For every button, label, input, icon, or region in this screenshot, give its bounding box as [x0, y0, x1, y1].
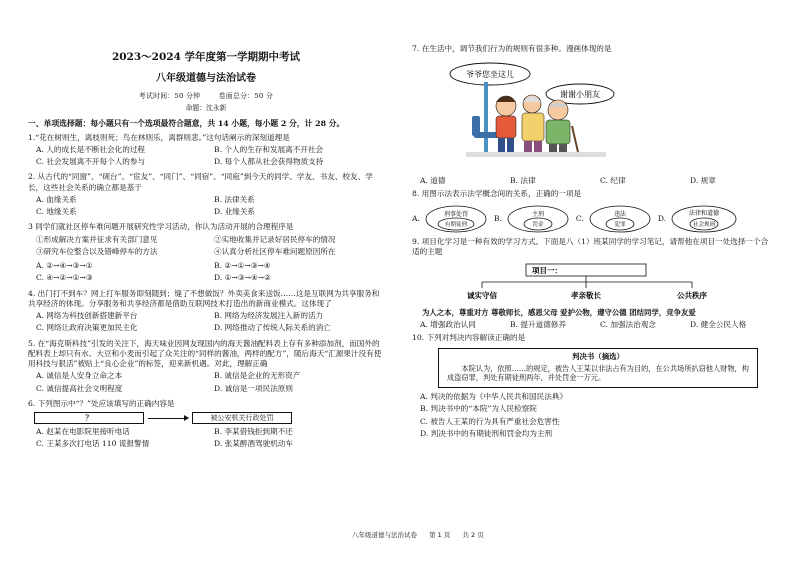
option[interactable]: A. 判决的依据为《中华人民共和国民法典》: [420, 392, 567, 402]
option[interactable]: C. 加强法治观念: [600, 320, 656, 330]
question-7-options: [412, 176, 772, 186]
page-footer: [352, 531, 494, 540]
option[interactable]: A. 道德: [420, 175, 446, 185]
outer-label: 主刑: [531, 211, 544, 218]
footer-name: 八年级道德与法治试卷: [352, 531, 417, 539]
option[interactable]: C. 纪律: [600, 175, 626, 185]
bubble-right-text: 谢谢小朋友: [560, 90, 600, 100]
option[interactable]: D. ①→③→④→②: [214, 273, 271, 283]
question-10: 10. 下列对判决内容解读正确的是: [412, 333, 526, 343]
result-box: 被公安机关行政处罚: [192, 412, 292, 424]
question-5-options: [28, 371, 384, 396]
judgment-box: [438, 348, 758, 388]
question-6-options: [28, 427, 384, 452]
judgment-body: 本院认为，依照……的规定，被告人王某以非法占有为目的，在公共场所扒窃他人财物，构成盗窃罪，判处有期徒刑两年，并处罚金一万元。: [447, 363, 749, 383]
option[interactable]: A. 网络为科技创新搭建新平台: [36, 311, 138, 321]
option[interactable]: D. 诚信是一项民法原则: [214, 383, 293, 393]
arrow-right-icon: [148, 418, 188, 419]
diagram-option-b[interactable]: [494, 204, 570, 234]
option-letter: A.: [412, 213, 420, 223]
unknown-box: ？: [34, 412, 144, 424]
option[interactable]: B. 诚信是企业的无形资产: [214, 371, 301, 381]
option[interactable]: B. 提升道德修养: [510, 320, 566, 330]
question-9: 9. 项目化学习是一种有效的学习方式。下面是八（1）班某同学的学习笔记，请帮他在项目一处选择一个合适的主题: [412, 237, 769, 257]
cartoon-svg: [446, 60, 616, 170]
option[interactable]: A. 人的成长是不断社会化的过程: [36, 144, 146, 154]
outer-label: 违法: [613, 211, 626, 218]
left-column: [28, 0, 384, 561]
outer-label: 刑事处罚: [443, 211, 468, 218]
option-letter: D.: [657, 213, 667, 223]
option[interactable]: D. 每个人都从社会获得物质支持: [214, 157, 324, 167]
question-6: 6. 下列图示中“？”处应该填写的正确内容是: [28, 398, 175, 408]
tree-branch: 孝亲敬长: [571, 290, 601, 300]
question-3: 3 同学们就社区停车难问题开展研究性学习活动，你认为活动开展的合理程序是: [28, 222, 294, 232]
question-7: 7. 在生活中，调节我们行为的规则有很多种。漫画体现的是: [412, 44, 612, 53]
option[interactable]: D. 张某醉酒驾驶机动车: [214, 439, 293, 449]
inner-label: 罚金: [532, 222, 544, 228]
option[interactable]: D. 网络推动了传统人际关系的消亡: [214, 323, 331, 333]
diagram-option-c[interactable]: [576, 204, 652, 234]
option[interactable]: B. 李某借钱拒到期不还: [214, 427, 293, 437]
project-tree: [422, 262, 772, 319]
tree-leaves: 为人之本，尊重对方 尊敬师长，感恩父母 爱护公物，遵守公德 团结同学，竞争友爱: [422, 307, 696, 317]
footer-total: 共 2 页: [462, 531, 484, 539]
option[interactable]: C. 诚信提高社会文明程度: [36, 383, 123, 393]
bubble-left-text: 爷爷您坐这儿: [466, 70, 514, 80]
option[interactable]: B. ②→①→③→④: [214, 261, 271, 271]
footer-page: 第 1 页: [429, 531, 451, 539]
option[interactable]: C. ④→②→①→③: [36, 273, 93, 283]
option[interactable]: C. 地缘关系: [36, 207, 77, 217]
exam-subtitle: 八年级道德与法治试卷: [156, 73, 256, 85]
statement-item: ②实地收集并记录好居民停车的情况: [214, 234, 336, 244]
exam-score: 卷面总分：50 分: [218, 91, 274, 100]
concept-diagram: [502, 204, 570, 234]
option-letter: C.: [575, 213, 584, 223]
option[interactable]: D. 判决书中的有期徒刑和罚金均为主刑: [420, 428, 553, 438]
option-letter: B.: [493, 213, 502, 223]
diagram-option-d[interactable]: [658, 204, 738, 234]
question-8: 8. 用图示法表示法学概念间的关系，正确的一项是: [412, 188, 582, 198]
option[interactable]: C. 被告人王某的行为具有严重社会危害性: [420, 416, 560, 426]
judgment-title: 判决书（摘选）: [572, 351, 624, 361]
tree-diagram: [422, 262, 752, 302]
question-4-options: [28, 311, 384, 336]
inner-label: 犯罪: [614, 222, 626, 228]
tree-root: 项目一：: [532, 265, 562, 275]
option[interactable]: B. 法律关系: [214, 194, 255, 204]
exam-meta: [28, 92, 384, 101]
option[interactable]: D. 健全公民人格: [690, 320, 747, 330]
concept-diagram: [666, 204, 738, 234]
option[interactable]: A. 诚信是人安身立命之本: [36, 371, 123, 381]
option[interactable]: A. 血缘关系: [36, 194, 77, 204]
option[interactable]: A. ②→④→③→①: [36, 261, 93, 271]
option[interactable]: B. 网络为经济发展注入新的活力: [214, 311, 324, 321]
tree-branch: 公共秩序: [677, 290, 707, 300]
exam-title: 2023～2024 学年度第一学期期中考试: [111, 51, 301, 63]
cartoon-illustration: [446, 60, 772, 173]
question-3-options: [28, 261, 384, 286]
option[interactable]: B. 个人的生存和发展离不开社会: [214, 144, 324, 154]
inner-label: 社会规则: [693, 222, 716, 228]
question-9-options: [412, 320, 772, 330]
right-column: [412, 0, 772, 561]
inner-label: 有期徒刑: [444, 222, 467, 228]
question-4: 4. 出门打不到车？网上打车服务即刻随到；缝了不想做饭？外卖美食来送饭……这是互联网为共享服务和共享经济的体现。分享服务和共享经济都是借助互联网技术打造出的新商业模式。这体现了: [28, 288, 380, 308]
option[interactable]: C. 网络让政府决策更加民主化: [36, 323, 138, 333]
exam-author: 命题：沈永新: [185, 103, 227, 112]
question-5: 5. 在“海克斯科技”引发的关注下，海天味业因网友现国内的海天酱油配料表上存有多种添加剂，而国外的配料表上却只有水、大豆和小麦而引起了众关注的“同样的酱油，两样的配方”，随后海天“汇源果汁没有使用科技与狠活”被贴上“良心企业”的标签，迎来新机遇。对此，理解正确: [28, 338, 382, 369]
statement-item: ③研究车位整合以及错峰停车的方法: [36, 246, 158, 256]
statement-item: ④认真分析社区停车难问题原因所在: [214, 246, 336, 256]
option[interactable]: A. 赵某在电影院里接听电话: [36, 427, 130, 437]
question-8-diagrams: [412, 204, 772, 234]
exam-time: 考试时间：50 分钟: [138, 91, 201, 100]
option[interactable]: C. 社会发展离不开每个人的参与: [36, 157, 146, 167]
option[interactable]: D. 业缘关系: [214, 207, 256, 217]
diagram-option-a[interactable]: [412, 204, 488, 234]
option[interactable]: C. 王某多次打电话 110 谎报警情: [36, 439, 150, 449]
section-heading: 一、单项选择题：每小题只有一个选项最符合题意，共 14 小题，每小题 2 分，计 28 分。: [28, 119, 345, 129]
statement-item: ①形成解决方案并征求有关部门意见: [36, 234, 158, 244]
question-2-options: [28, 195, 384, 220]
option[interactable]: B. 法律: [510, 175, 536, 185]
option[interactable]: D. 规章: [690, 175, 716, 185]
outer-label: 法律和道德: [689, 210, 720, 217]
question-1-options: [28, 145, 384, 170]
question-3-items: [28, 235, 384, 260]
question-6-diagram: [34, 412, 384, 424]
question-1: 1.“花在树则生，离枝则死；鸟在林则乐，离群则悲。”这句话阐示的深刻道理是: [28, 132, 290, 142]
question-10-options: [412, 392, 772, 439]
option[interactable]: B. 判决书中的“本院”为人民检察院: [420, 404, 537, 414]
question-2: 2. 从古代的“同窗”、“砚台”、“宦友”、“同门”、“同宿”、“同庖”到今天的同学、学友、书友、校友、学长，这些社会关系的确立都是基于: [28, 172, 373, 192]
concept-diagram: [584, 204, 652, 234]
concept-diagram: [420, 204, 488, 234]
tree-branch: 诚实守信: [467, 290, 497, 300]
option[interactable]: A. 增强政治认同: [420, 320, 476, 330]
